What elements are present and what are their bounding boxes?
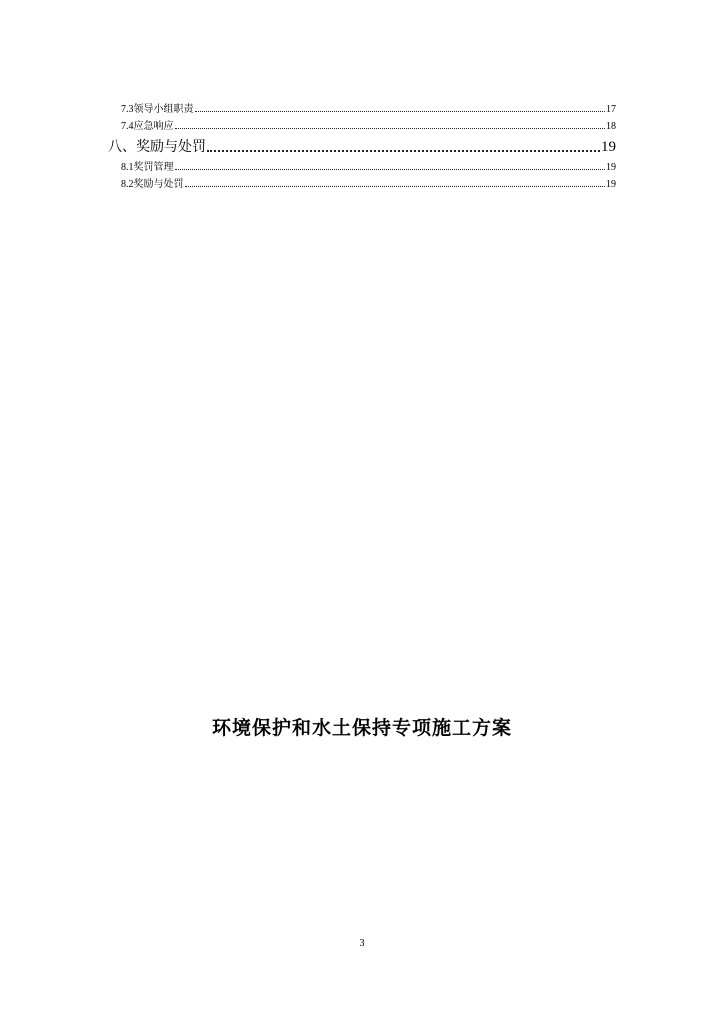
toc-dot-leader	[195, 109, 606, 112]
toc-dot-leader	[175, 126, 606, 129]
toc-entry-title: 应急响应	[133, 121, 174, 132]
toc-entry-title: 领导小组职责	[133, 104, 194, 115]
toc-dot-leader	[185, 184, 606, 187]
toc-entry-page: 19	[601, 139, 616, 155]
toc-entry-number: 8.1	[121, 162, 134, 173]
page-number: 3	[359, 938, 365, 949]
toc-entry-number: 7.3	[121, 104, 134, 115]
toc-entry[interactable]	[108, 173, 616, 190]
toc-dot-leader	[207, 148, 600, 152]
toc-chapter-title: 八、奖励与处罚	[108, 140, 206, 155]
toc-entry-page: 18	[606, 121, 616, 132]
toc-entry-page: 17	[606, 104, 616, 115]
toc-entry-page: 19	[606, 162, 616, 173]
toc-entry-page: 19	[606, 179, 616, 190]
table-of-contents	[108, 98, 616, 190]
toc-dot-leader	[175, 167, 606, 170]
toc-entry-title: 奖罚管理	[133, 162, 174, 173]
toc-chapter-entry[interactable]	[108, 130, 616, 156]
toc-entry-number: 7.4	[121, 121, 134, 132]
toc-entry-title: 奖励与处罚	[133, 179, 184, 190]
document-title: 环境保护和水土保持专项施工方案	[211, 718, 512, 739]
toc-entry[interactable]	[108, 156, 616, 173]
toc-entry[interactable]	[108, 98, 616, 115]
toc-entry-number: 8.2	[121, 179, 134, 190]
